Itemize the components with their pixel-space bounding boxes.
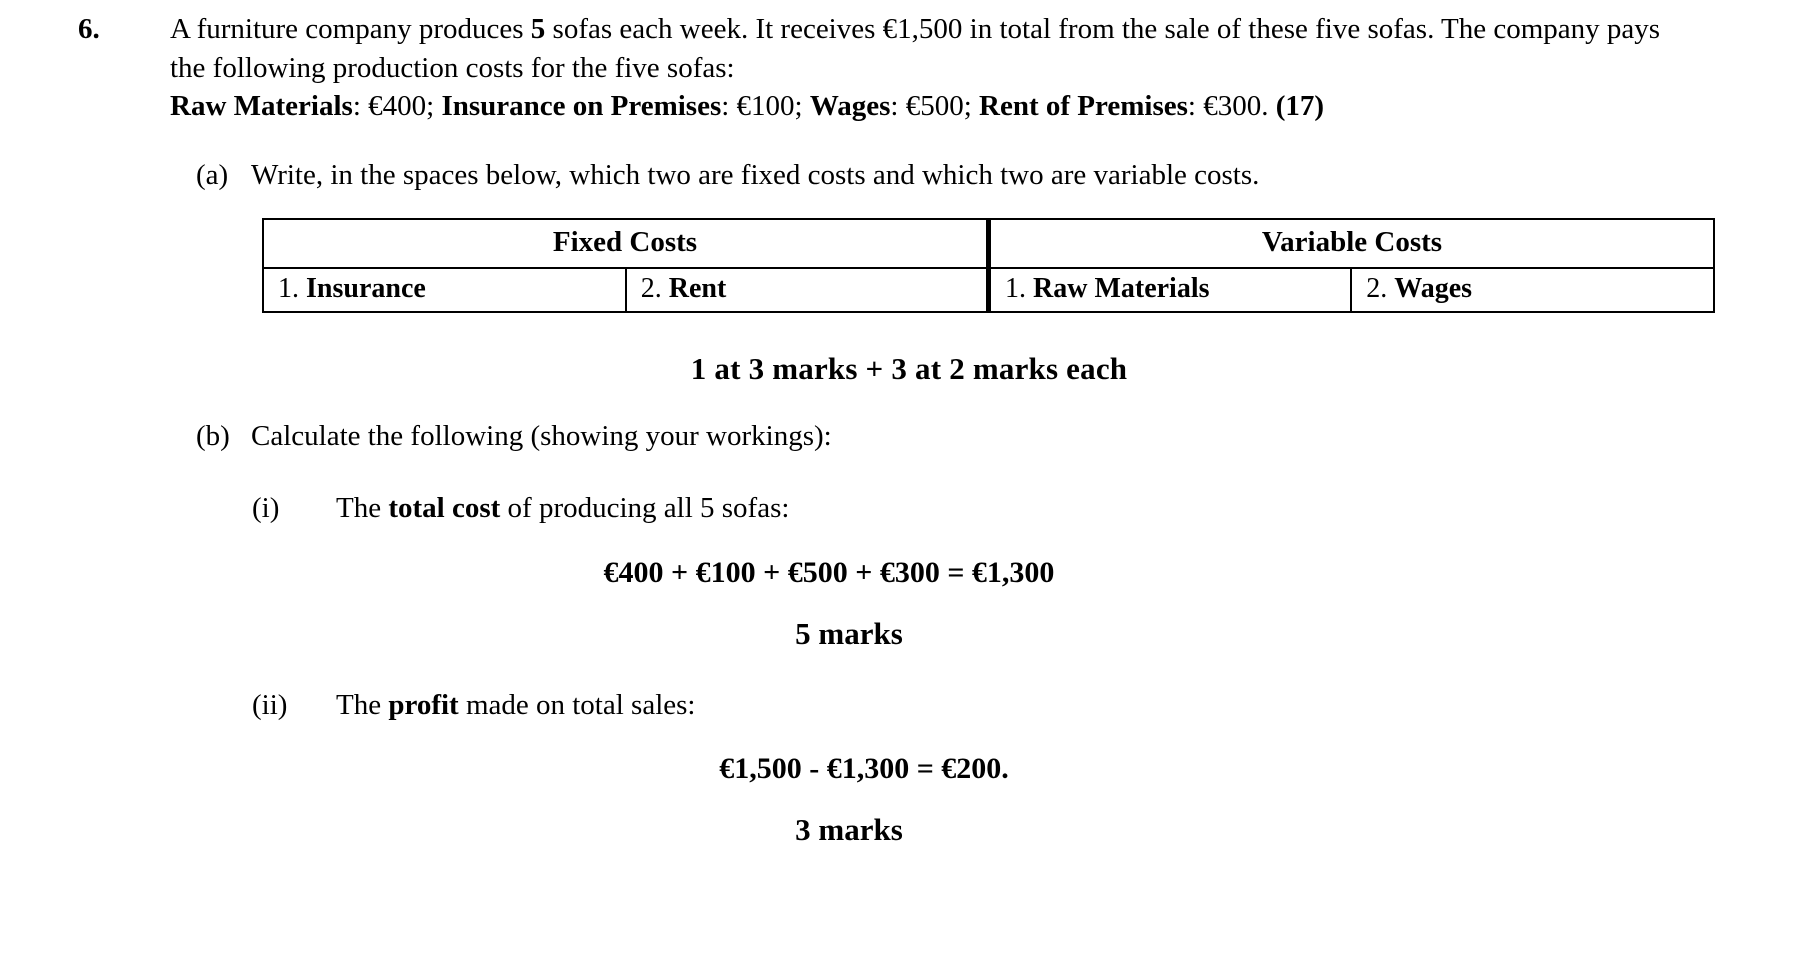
cost-value-wages: : €500; [890, 90, 980, 123]
cell-fixed-1[interactable] [263, 268, 626, 312]
item-ii-marks: 3 marks [795, 812, 903, 848]
cell-fixed-2-answer: Rent [668, 273, 727, 305]
part-b-item-i [0, 489, 1818, 528]
item-i-text-pre: The [336, 492, 389, 525]
item-i-working: €400 + €100 + €500 + €300 = €1,300 [603, 555, 1055, 589]
cost-value-insurance: : €100; [721, 90, 810, 123]
part-b-label: (b) [196, 419, 230, 452]
part-b-text: Calculate the following (showing your workings): [251, 419, 832, 452]
part-b-item-i-label: (i) [252, 492, 280, 525]
item-i-text-bold: total cost [388, 492, 501, 525]
cell-variable-1[interactable] [989, 268, 1352, 312]
part-a [0, 156, 1818, 195]
question-text-mid: sofas each week. It receives €1,500 in total from the sale of these five sofas. The company pays the following production costs for the five sofas: [170, 13, 1661, 84]
question-body [170, 10, 1700, 126]
item-ii-text-post: made on total sales: [458, 688, 696, 721]
cell-fixed-2[interactable] [626, 268, 989, 312]
costs-table [262, 218, 1715, 312]
part-b-item-ii-text [336, 686, 1818, 725]
cell-variable-1-answer: Raw Materials [1033, 273, 1210, 305]
part-a-label: (a) [196, 158, 229, 191]
cost-label-insurance: Insurance on Premises [441, 90, 722, 123]
question-total-marks: (17) [1275, 90, 1325, 123]
cost-label-raw-materials: Raw Materials [170, 90, 353, 123]
item-ii-text-bold: profit [388, 688, 459, 721]
question-costs-line [170, 87, 1700, 126]
header-variable-costs: Variable Costs [989, 219, 1715, 268]
question-block [0, 10, 1818, 126]
header-fixed-costs: Fixed Costs [263, 219, 989, 268]
cell-fixed-2-number: 2. [640, 273, 662, 305]
cost-value-rent: : €300. [1187, 90, 1276, 123]
cell-variable-2-number: 2. [1366, 273, 1388, 305]
cell-variable-2-answer: Wages [1394, 273, 1473, 305]
question-sofa-count: 5 [530, 13, 546, 45]
cost-label-wages: Wages [809, 90, 891, 123]
table-header-row [263, 219, 1714, 268]
cost-label-rent: Rent of Premises [979, 90, 1188, 123]
cell-fixed-1-number: 1. [278, 273, 299, 305]
cell-fixed-1-answer: Insurance [306, 273, 426, 305]
item-ii-working: €1,500 - €1,300 = €200. [719, 752, 1009, 786]
item-ii-text-pre: The [336, 688, 389, 721]
item-i-text-post: of producing all 5 sofas: [500, 492, 790, 525]
table-row [263, 268, 1714, 312]
part-b-item-ii [0, 686, 1818, 725]
cost-value-raw-materials: : €400; [352, 90, 442, 123]
item-i-marks: 5 marks [795, 615, 903, 651]
part-a-text: Write, in the spaces below, which two are fixed costs and which two are variable costs. [251, 158, 1260, 191]
cell-variable-1-number: 1. [1005, 273, 1026, 305]
costs-table-wrap [0, 218, 1818, 312]
question-text-pre: A furniture company produces [170, 13, 531, 45]
part-b-item-i-text [336, 489, 1818, 528]
question-number: 6. [78, 13, 100, 45]
cell-variable-2[interactable] [1351, 268, 1714, 312]
question-statement [170, 10, 1700, 87]
part-b-item-ii-label: (ii) [252, 688, 288, 721]
part-b [0, 417, 1818, 456]
part-a-marking-note: 1 at 3 marks + 3 at 2 marks each [690, 350, 1128, 386]
